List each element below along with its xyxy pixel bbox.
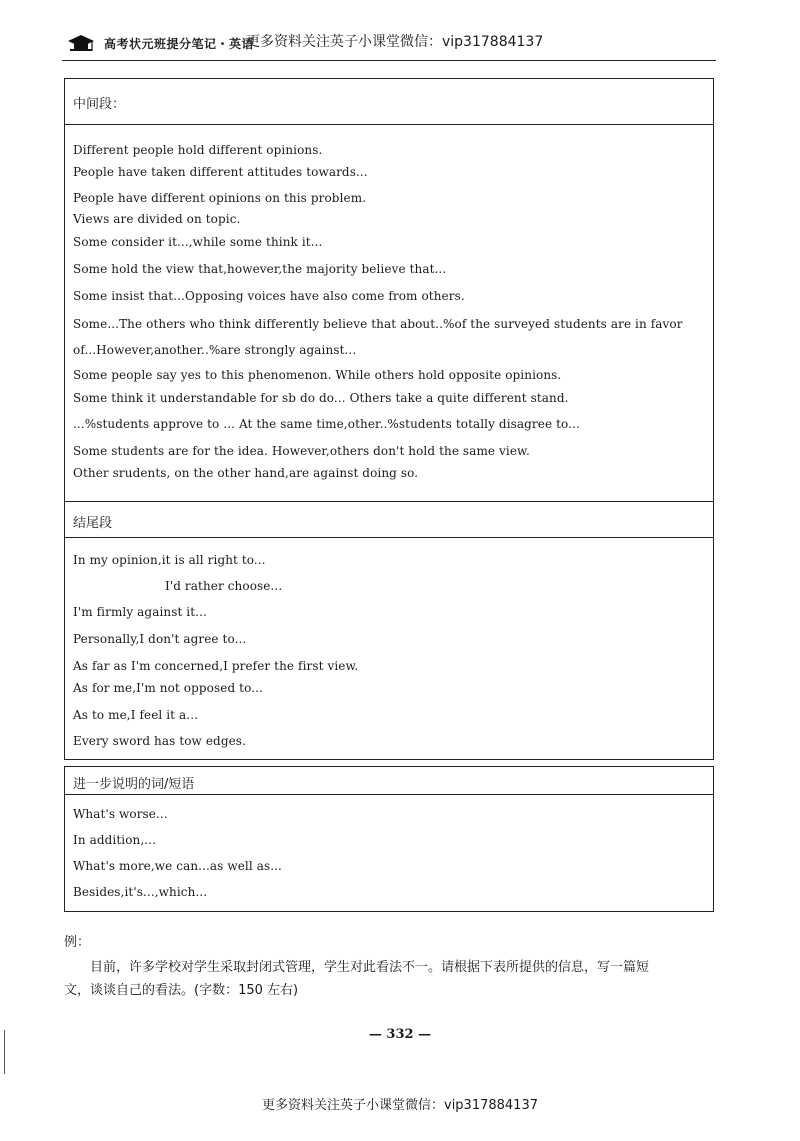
list-item: I'd rather choose... xyxy=(165,579,283,593)
further-section-title: 进一步说明的词/短语 xyxy=(65,767,713,795)
list-item: Some students are for the idea. However,others don't hold the same view. xyxy=(73,444,530,458)
list-item: What's more,we can...as well as... xyxy=(73,859,282,873)
list-item: Some...The others who think differently believe that about..%of the surveyed students are in favor xyxy=(73,317,683,331)
list-item: As for me,I'm not opposed to... xyxy=(73,681,263,695)
list-item: In my opinion,it is all right to... xyxy=(73,553,266,567)
list-item: Different people hold different opinions. xyxy=(73,143,323,157)
scan-margin-line xyxy=(4,1030,5,1074)
list-item: As far as I'm concerned,I prefer the first view. xyxy=(73,659,359,673)
example-paragraph-continued: 文，谈谈自己的看法。(字数：150 左右) xyxy=(64,983,299,998)
list-item: What's worse... xyxy=(73,807,168,821)
list-item: ...%students approve to ... At the same time,other..%students totally disagree to... xyxy=(73,417,580,431)
further-phrases-box xyxy=(64,766,714,912)
list-item: In addition,... xyxy=(73,833,157,847)
list-item: People have taken different attitudes towards... xyxy=(73,165,368,179)
list-item: Every sword has tow edges. xyxy=(73,734,246,748)
example-paragraph: 目前，许多学校对学生采取封闭式管理，学生对此看法不一。请根据下表所提供的信息，写一篇短 xyxy=(90,960,650,975)
list-item: Some consider it...,while some think it... xyxy=(73,235,323,249)
header-watermark: 更多资料关注英子小课堂微信：vip317884137 xyxy=(246,34,544,50)
list-item: Some hold the view that,however,the majority believe that... xyxy=(73,262,447,276)
footer-watermark: 更多资料关注英子小课堂微信：vip317884137 xyxy=(262,1098,538,1113)
list-item: of...However,another..%are strongly against... xyxy=(73,343,357,357)
list-item: Some insist that...Opposing voices have also come from others. xyxy=(73,289,465,303)
page-number: — 332 — xyxy=(368,1027,432,1042)
list-item: People have different opinions on this problem. xyxy=(73,191,367,205)
list-item: Some people say yes to this phenomenon. While others hold opposite opinions. xyxy=(73,368,562,382)
list-item: Views are divided on topic. xyxy=(73,212,241,226)
closing-section-title: 结尾段 xyxy=(65,502,713,538)
list-item: As to me,I feel it a... xyxy=(73,708,199,722)
page-header xyxy=(62,26,716,61)
list-item: Some think it understandable for sb do do... Others take a quite different stand. xyxy=(73,391,569,405)
middle-paragraph-box xyxy=(64,78,714,502)
list-item: Other srudents, on the other hand,are against doing so. xyxy=(73,466,419,480)
closing-paragraph-box xyxy=(64,502,714,760)
list-item: Besides,it's...,which... xyxy=(73,885,208,899)
list-item: Personally,I don't agree to... xyxy=(73,632,247,646)
middle-section-title: 中间段： xyxy=(65,79,713,125)
graduation-cap-icon xyxy=(66,32,96,54)
example-label: 例： xyxy=(64,935,91,950)
book-title: 高考状元班提分笔记・英语 xyxy=(104,37,255,51)
list-item: I'm firmly against it... xyxy=(73,605,207,619)
